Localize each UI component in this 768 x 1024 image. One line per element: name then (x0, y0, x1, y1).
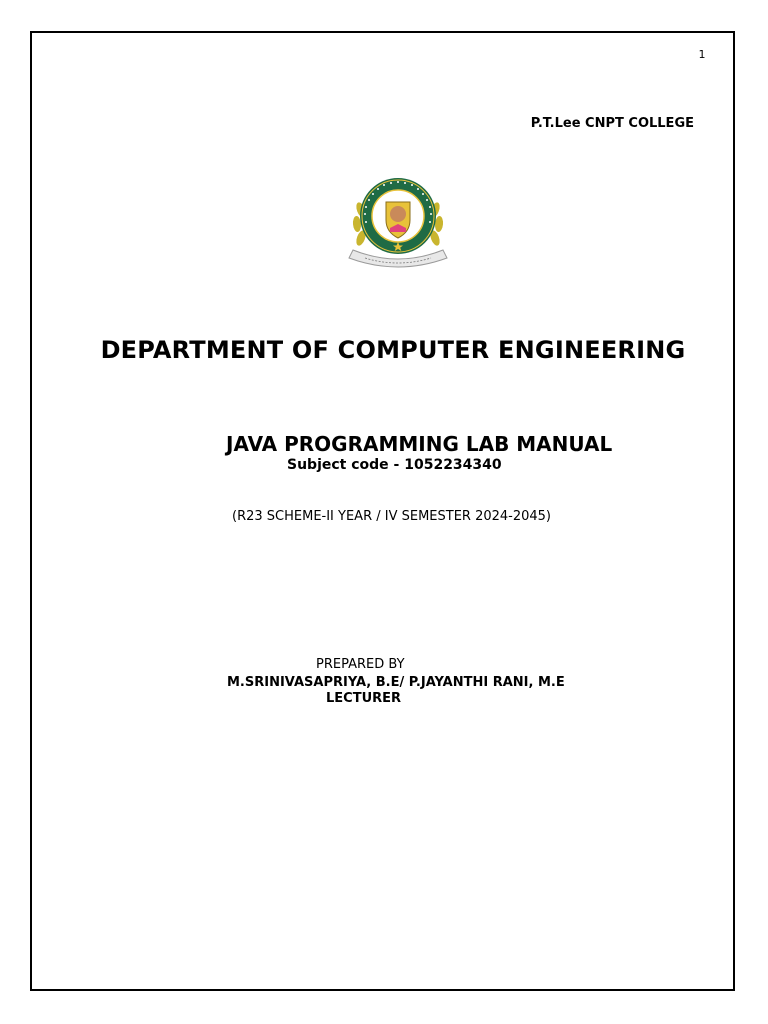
college-name: P.T.Lee CNPT COLLEGE (530, 116, 694, 131)
page-number: 1 (698, 48, 706, 61)
designation: LECTURER (326, 691, 402, 706)
logo-svg (343, 172, 453, 272)
authors: M.SRINIVASAPRIYA, B.E/ P.JAYANTHI RANI, M.E (227, 675, 565, 690)
college-emblem-icon (343, 172, 453, 272)
manual-title: JAVA PROGRAMMING LAB MANUAL (226, 432, 613, 456)
scheme-text: (R23 SCHEME-II YEAR / IV SEMESTER 2024-2045) (232, 509, 552, 524)
subject-code: Subject code - 1052234340 (287, 457, 502, 473)
prepared-by-label: PREPARED BY (316, 657, 405, 672)
department-title: DEPARTMENT OF COMPUTER ENGINEERING (100, 336, 686, 364)
